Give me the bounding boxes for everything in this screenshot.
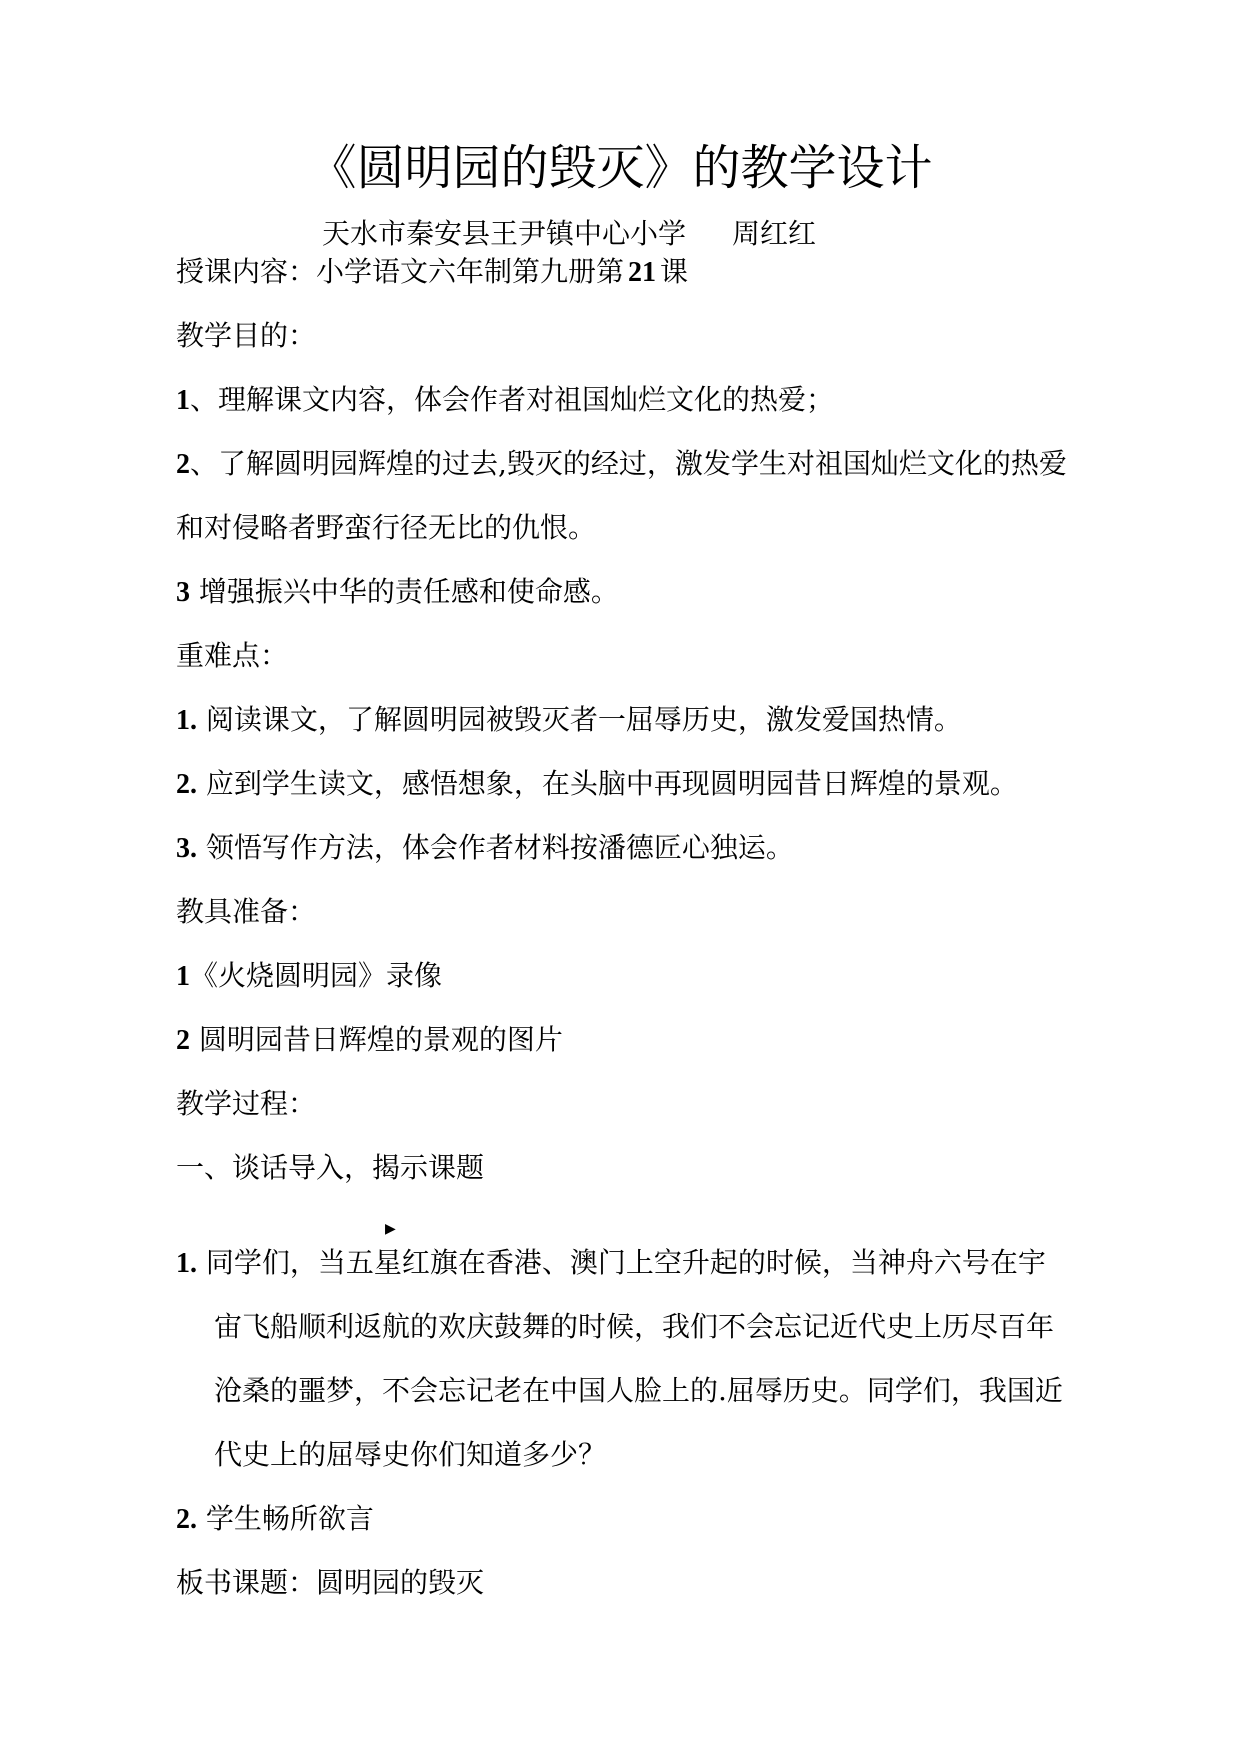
key-point-3-number: 3. [176,833,197,864]
key-point-3-text: 领悟写作方法，体会作者材料按潘德匠心独运。 [197,831,794,864]
step-1-continued-3 [214,1437,606,1473]
key-point-3 [176,830,794,867]
material-2-text: 圆明园昔日辉煌的景观的图片 [190,1023,563,1056]
section-1-heading-text: 一、谈话导入，揭示课题 [176,1151,485,1184]
author-name: 周红红 [732,217,817,250]
materials-heading-text: 教具准备： [176,895,317,928]
step-1-continued-2-text: 沧桑的噩梦，不会忘记老在中国人脸上的.屈辱历史。同学们，我国近 [214,1374,1063,1407]
objective-1-text: 、理解课文内容，体会作者对祖国灿烂文化的热爱； [190,383,835,416]
key-point-2 [176,766,1018,803]
arrow-marker-icon: ▶ [385,1221,396,1237]
key-point-1-number: 1. [176,705,197,736]
materials-heading [176,894,316,930]
objective-3-text: 增强振兴中华的责任感和使命感。 [190,575,619,608]
key-point-2-text: 应到学生读文，感悟想象，在头脑中再现圆明园昔日辉煌的景观。 [197,767,1018,800]
material-2-number: 2 [176,1025,190,1056]
lesson-content-text: 授课内容：小学语文六年制第九册第 [176,255,625,288]
key-point-2-number: 2. [176,769,197,800]
material-2 [176,1022,563,1059]
title-text: 《圆明园的毁灭》的教学设计 [308,140,933,196]
lesson-number: 21 [628,257,657,288]
objective-3 [176,574,619,611]
material-1-number: 1 [176,961,190,992]
key-point-1 [176,702,962,739]
objective-2-number: 2 [176,449,190,480]
step-1 [176,1245,1046,1282]
step-1-continued-1 [214,1309,1054,1345]
objective-2-continued-text: 和对侵略者野蛮行径无比的仇恨。 [176,511,597,544]
key-point-1-text: 阅读课文，了解圆明园被毁灭者一屈辱历史，激发爱国热情。 [197,703,962,736]
lesson-suffix: 课 [660,255,689,288]
key-points-heading [176,638,288,674]
objective-1 [176,382,834,419]
step-2-number: 2. [176,1504,197,1535]
school-name: 天水市秦安县王尹镇中心小学 [322,217,687,250]
step-1-continued-3-text: 代史上的屈辱史你们知道多少？ [214,1438,607,1471]
material-1 [176,958,442,995]
process-heading-text: 教学过程： [176,1087,317,1120]
section-1-heading [176,1150,484,1186]
key-points-heading-text: 重难点： [176,639,289,672]
step-1-continued-2 [214,1373,1063,1409]
objectives-heading [176,318,316,354]
step-1-number: 1. [176,1248,197,1279]
board-title-text: 板书课题：圆明园的毁灭 [176,1566,485,1599]
process-heading [176,1086,316,1122]
lesson-content-line [176,254,688,291]
step-2-text: 学生畅所欲言 [197,1502,374,1535]
objective-3-number: 3 [176,577,190,608]
objectives-heading-text: 教学目的： [176,319,317,352]
objective-2-text: 、了解圆明园辉煌的过去,毁灭的经过，激发学生对祖国灿烂文化的热爱 [190,447,1067,480]
objective-2 [176,446,1067,483]
step-2 [176,1501,374,1538]
step-1-continued-1-text: 宙飞船顺利返航的欢庆鼓舞的时候，我们不会忘记近代史上历尽百年 [214,1310,1055,1343]
objective-2-continued [176,510,596,546]
board-title-line [176,1565,484,1601]
document-title [0,138,1241,198]
material-1-text: 《火烧圆明园》录像 [190,959,443,992]
author-line [322,216,816,252]
step-1-text: 同学们，当五星红旗在香港、澳门上空升起的时候，当神舟六号在宇 [197,1246,1046,1279]
objective-1-number: 1 [176,385,190,416]
